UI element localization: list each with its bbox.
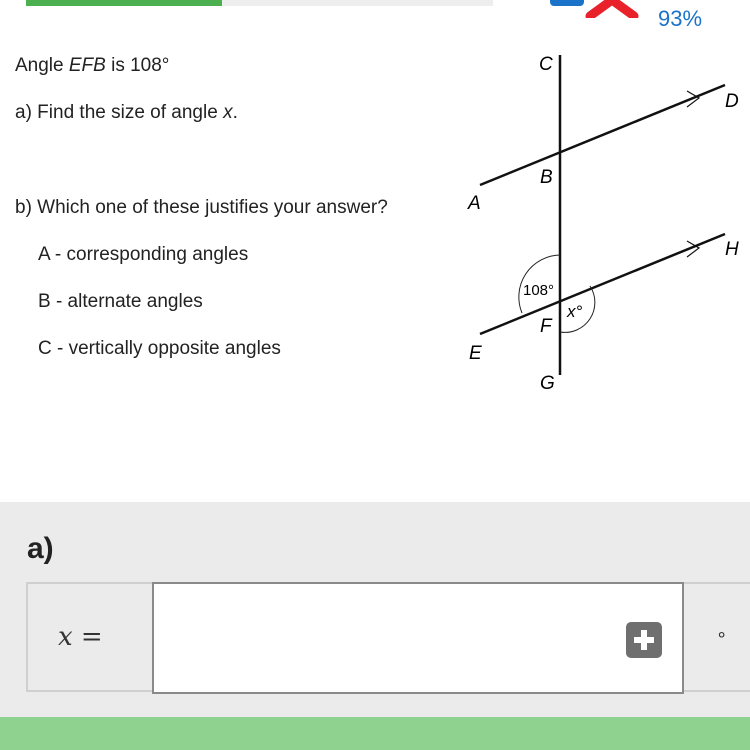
progress-bar [26,0,493,6]
parallel-line-ad [480,85,725,185]
parallel-lines-diagram [455,45,750,400]
part-a-label: a) [27,532,54,565]
submit-bar[interactable] [0,717,750,750]
option-c: C - vertically opposite angles [38,338,281,359]
result-area [550,0,750,40]
angle-label-x: x° [567,302,583,321]
question-intro: Angle EFB is 108° [15,55,170,76]
progress-bar-fill [26,0,222,6]
add-symbol-button[interactable] [626,622,662,658]
answer-row [26,582,750,692]
answer-panel [0,502,750,717]
answer-input[interactable] [152,582,684,694]
label-f: F [540,316,552,337]
wrong-cross-icon [584,0,640,18]
label-b: B [540,167,553,188]
label-e: E [469,343,482,364]
label-d: D [725,91,739,112]
variable-label: x = [58,622,103,652]
question-part-b: b) Which one of these justifies your answer? [15,197,388,218]
label-c: C [539,54,553,75]
question-part-a: a) Find the size of angle x. [15,102,238,123]
option-b: B - alternate angles [38,291,203,312]
degree-unit: ∘ [716,624,728,644]
option-a: A - corresponding angles [38,244,249,265]
label-h: H [725,239,739,260]
parallel-line-eh [480,234,725,334]
score-percentage: 93% [658,6,703,31]
label-g: G [540,373,555,394]
label-a: A [468,193,481,214]
angle-label-108: 108° [523,282,555,299]
blue-chip-icon [550,0,584,6]
